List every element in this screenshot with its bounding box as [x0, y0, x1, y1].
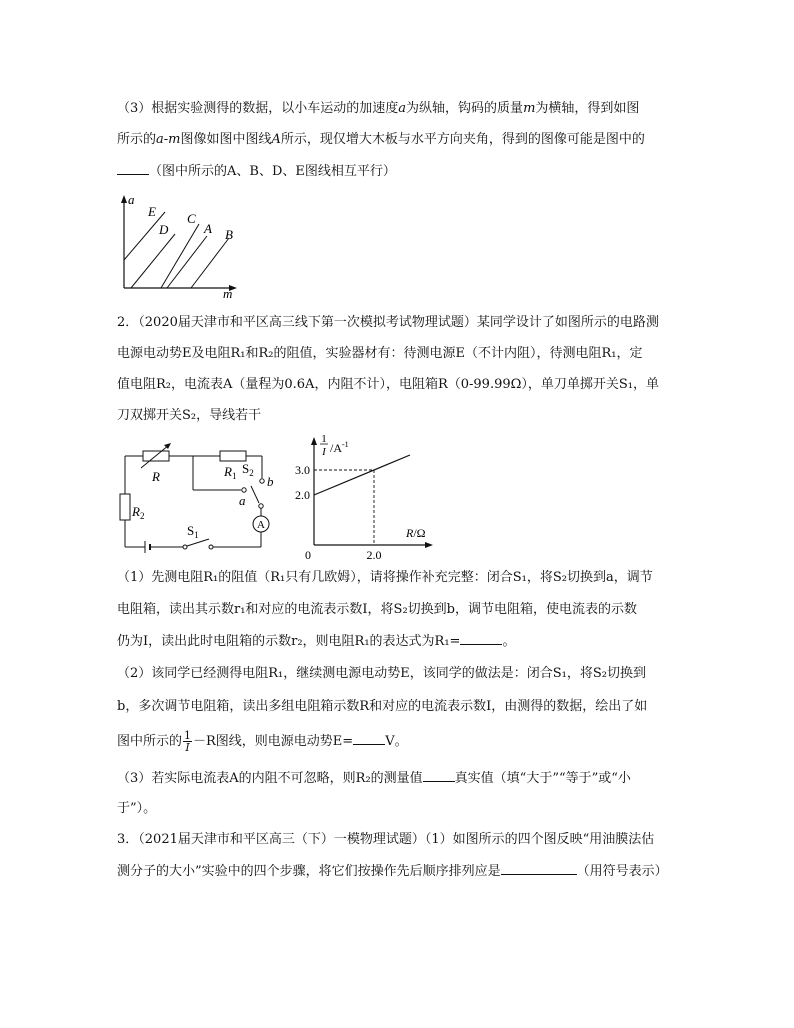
answer-blank-R2[interactable]: [423, 767, 455, 782]
q2-p2-line1: （2）该同学已经测得电阻R₁，继续测电源电动势E，该同学的做法是：闭合S₁，将S₂切换到: [117, 666, 646, 681]
text: （用符号表示）: [576, 864, 668, 879]
line-D: [131, 234, 175, 288]
text: 所示的: [117, 132, 157, 147]
label-a: a: [239, 493, 246, 508]
label-E: E: [148, 204, 156, 219]
resistor-R1: [220, 451, 246, 461]
text: 。: [502, 634, 516, 649]
var-m: m: [523, 101, 536, 116]
q2-p1-line1: （1）先测电阻R₁的阻值（R₁只有几欧姆），请将操作补充完整：闭合S₁，将S₂切换到a，调节: [117, 570, 653, 585]
text: 为纵轴，钩码的质量: [406, 101, 524, 116]
label-R2: $R_2$: [132, 504, 145, 521]
label-S2: $S_2$: [242, 461, 254, 478]
fraction-numerator: 1: [184, 729, 192, 742]
answer-blank-E[interactable]: [353, 730, 385, 745]
y-arrow: [121, 195, 127, 203]
ammeter-label: A: [257, 519, 265, 531]
switch-S1: [187, 539, 209, 546]
q2-p2-line3: [117, 730, 682, 753]
inverse-current-vs-R-graph: [282, 430, 442, 560]
circuit-diagram: [115, 440, 280, 558]
label-R: R: [152, 469, 160, 484]
q1-part3-line1: [117, 98, 682, 120]
q1-part3-line3: [117, 160, 682, 183]
resistor-R2: [120, 494, 130, 520]
q2-p1-line3: [117, 630, 682, 653]
label-A: A: [204, 221, 212, 236]
am-graph: [115, 190, 245, 300]
origin-label: 0: [305, 548, 311, 560]
q2-p1-line2: 电阻箱，读出其示数r₁和对应的电流表示数I，将S₂切换到b，调节电阻箱，使电流表的示数: [117, 602, 638, 617]
q2-p2-line2: b，多次调节电阻箱，读出多组电阻箱示数R和对应的电流表示数I，由测得的数据，绘出了如: [117, 699, 648, 714]
text: 所示，现仅增大木板与水平方向夹角，得到的图像可能是图中的: [280, 132, 645, 147]
y-label-numerator: 1: [321, 433, 327, 445]
label-b: b: [267, 474, 274, 489]
text: V。: [385, 734, 408, 749]
x-axis-label: R/Ω: [406, 526, 426, 540]
fraction-denominator: I: [185, 741, 190, 754]
label-S1: $S_1$: [187, 523, 199, 540]
switch-S2: [251, 486, 259, 503]
text: 仍为I，读出此时电阻箱的示数r₂，则电阻R₁的表达式为R₁=: [117, 634, 461, 649]
answer-blank[interactable]: [117, 160, 149, 175]
text: 图像如图中图线: [180, 132, 272, 147]
label-B: B: [225, 227, 233, 242]
q1-part3-line2: [117, 129, 682, 151]
x-axis-label: m: [223, 286, 233, 300]
text: （3）根据实验测得的数据，以小车运动的加速度: [117, 101, 399, 116]
x-tick-label: 2.0: [366, 548, 382, 560]
terminal-a: [242, 488, 246, 492]
text: －R图线，则电源电动势E=: [193, 734, 354, 749]
q2-line4: 刀双掷开关S₂，导线若干: [117, 408, 262, 423]
label-D: D: [159, 222, 169, 237]
q3-line1: 3．（2021届天津市和平区高三（下）一模物理试题）（1）如图所示的四个图反映“用油膜法估: [117, 832, 655, 847]
answer-blank-R1[interactable]: [460, 630, 502, 645]
label-R1: $R_1$: [224, 464, 237, 481]
q2-p3-line1: [117, 767, 682, 790]
y-unit: $/A^{-1}$: [330, 440, 349, 455]
fraction-1-over-I: [183, 730, 192, 753]
q2-line1: 2．（2020届天津市和平区高三线下第一次模拟考试物理试题）某同学设计了如图所示的电路测: [117, 315, 659, 330]
series-line: [314, 455, 410, 495]
text: （3）若实际电流表A的内阻不可忽略，则R₂的测量值: [117, 771, 423, 786]
text: 真实值（填“大于”“等于”或“小: [454, 771, 631, 786]
answer-blank-order[interactable]: [501, 860, 577, 875]
var-am: a-m: [156, 132, 181, 147]
y-tick-label: 3.0: [295, 463, 310, 477]
q3-line2: [117, 860, 682, 883]
q2-line3: 值电阻R₂，电流表A（量程为0.6A，内阻不计），电阻箱R（0-99.99Ω），单刀单掷开关S₁，单: [117, 377, 660, 392]
q2-line2: 电源电动势E及电阻R₁和R₂的阻值，实验器材有：待测电源E（不计内阻），待测电阻R₁，定: [117, 346, 643, 361]
text: 为横轴，得到如图: [535, 101, 640, 116]
line-B: [191, 238, 229, 288]
q2-p3-line2: 于”）。: [117, 801, 157, 816]
label-C: C: [187, 211, 196, 226]
terminal-b: [260, 479, 264, 483]
y-tick-label: 2.0: [295, 488, 310, 502]
text: 测分子的大小”实验中的四个步骤，将它们按操作先后顺序排列应是: [117, 864, 501, 879]
x-arrow: [425, 542, 433, 548]
y-arrow: [311, 437, 317, 445]
y-label-denominator: I: [322, 446, 326, 458]
text: （图中所示的A、B、D、E图线相互平行）: [149, 164, 396, 179]
var-a: a: [398, 101, 407, 116]
var-A: A: [271, 132, 281, 147]
text: 图中所示的: [117, 734, 183, 749]
y-axis-label: a: [128, 192, 135, 207]
